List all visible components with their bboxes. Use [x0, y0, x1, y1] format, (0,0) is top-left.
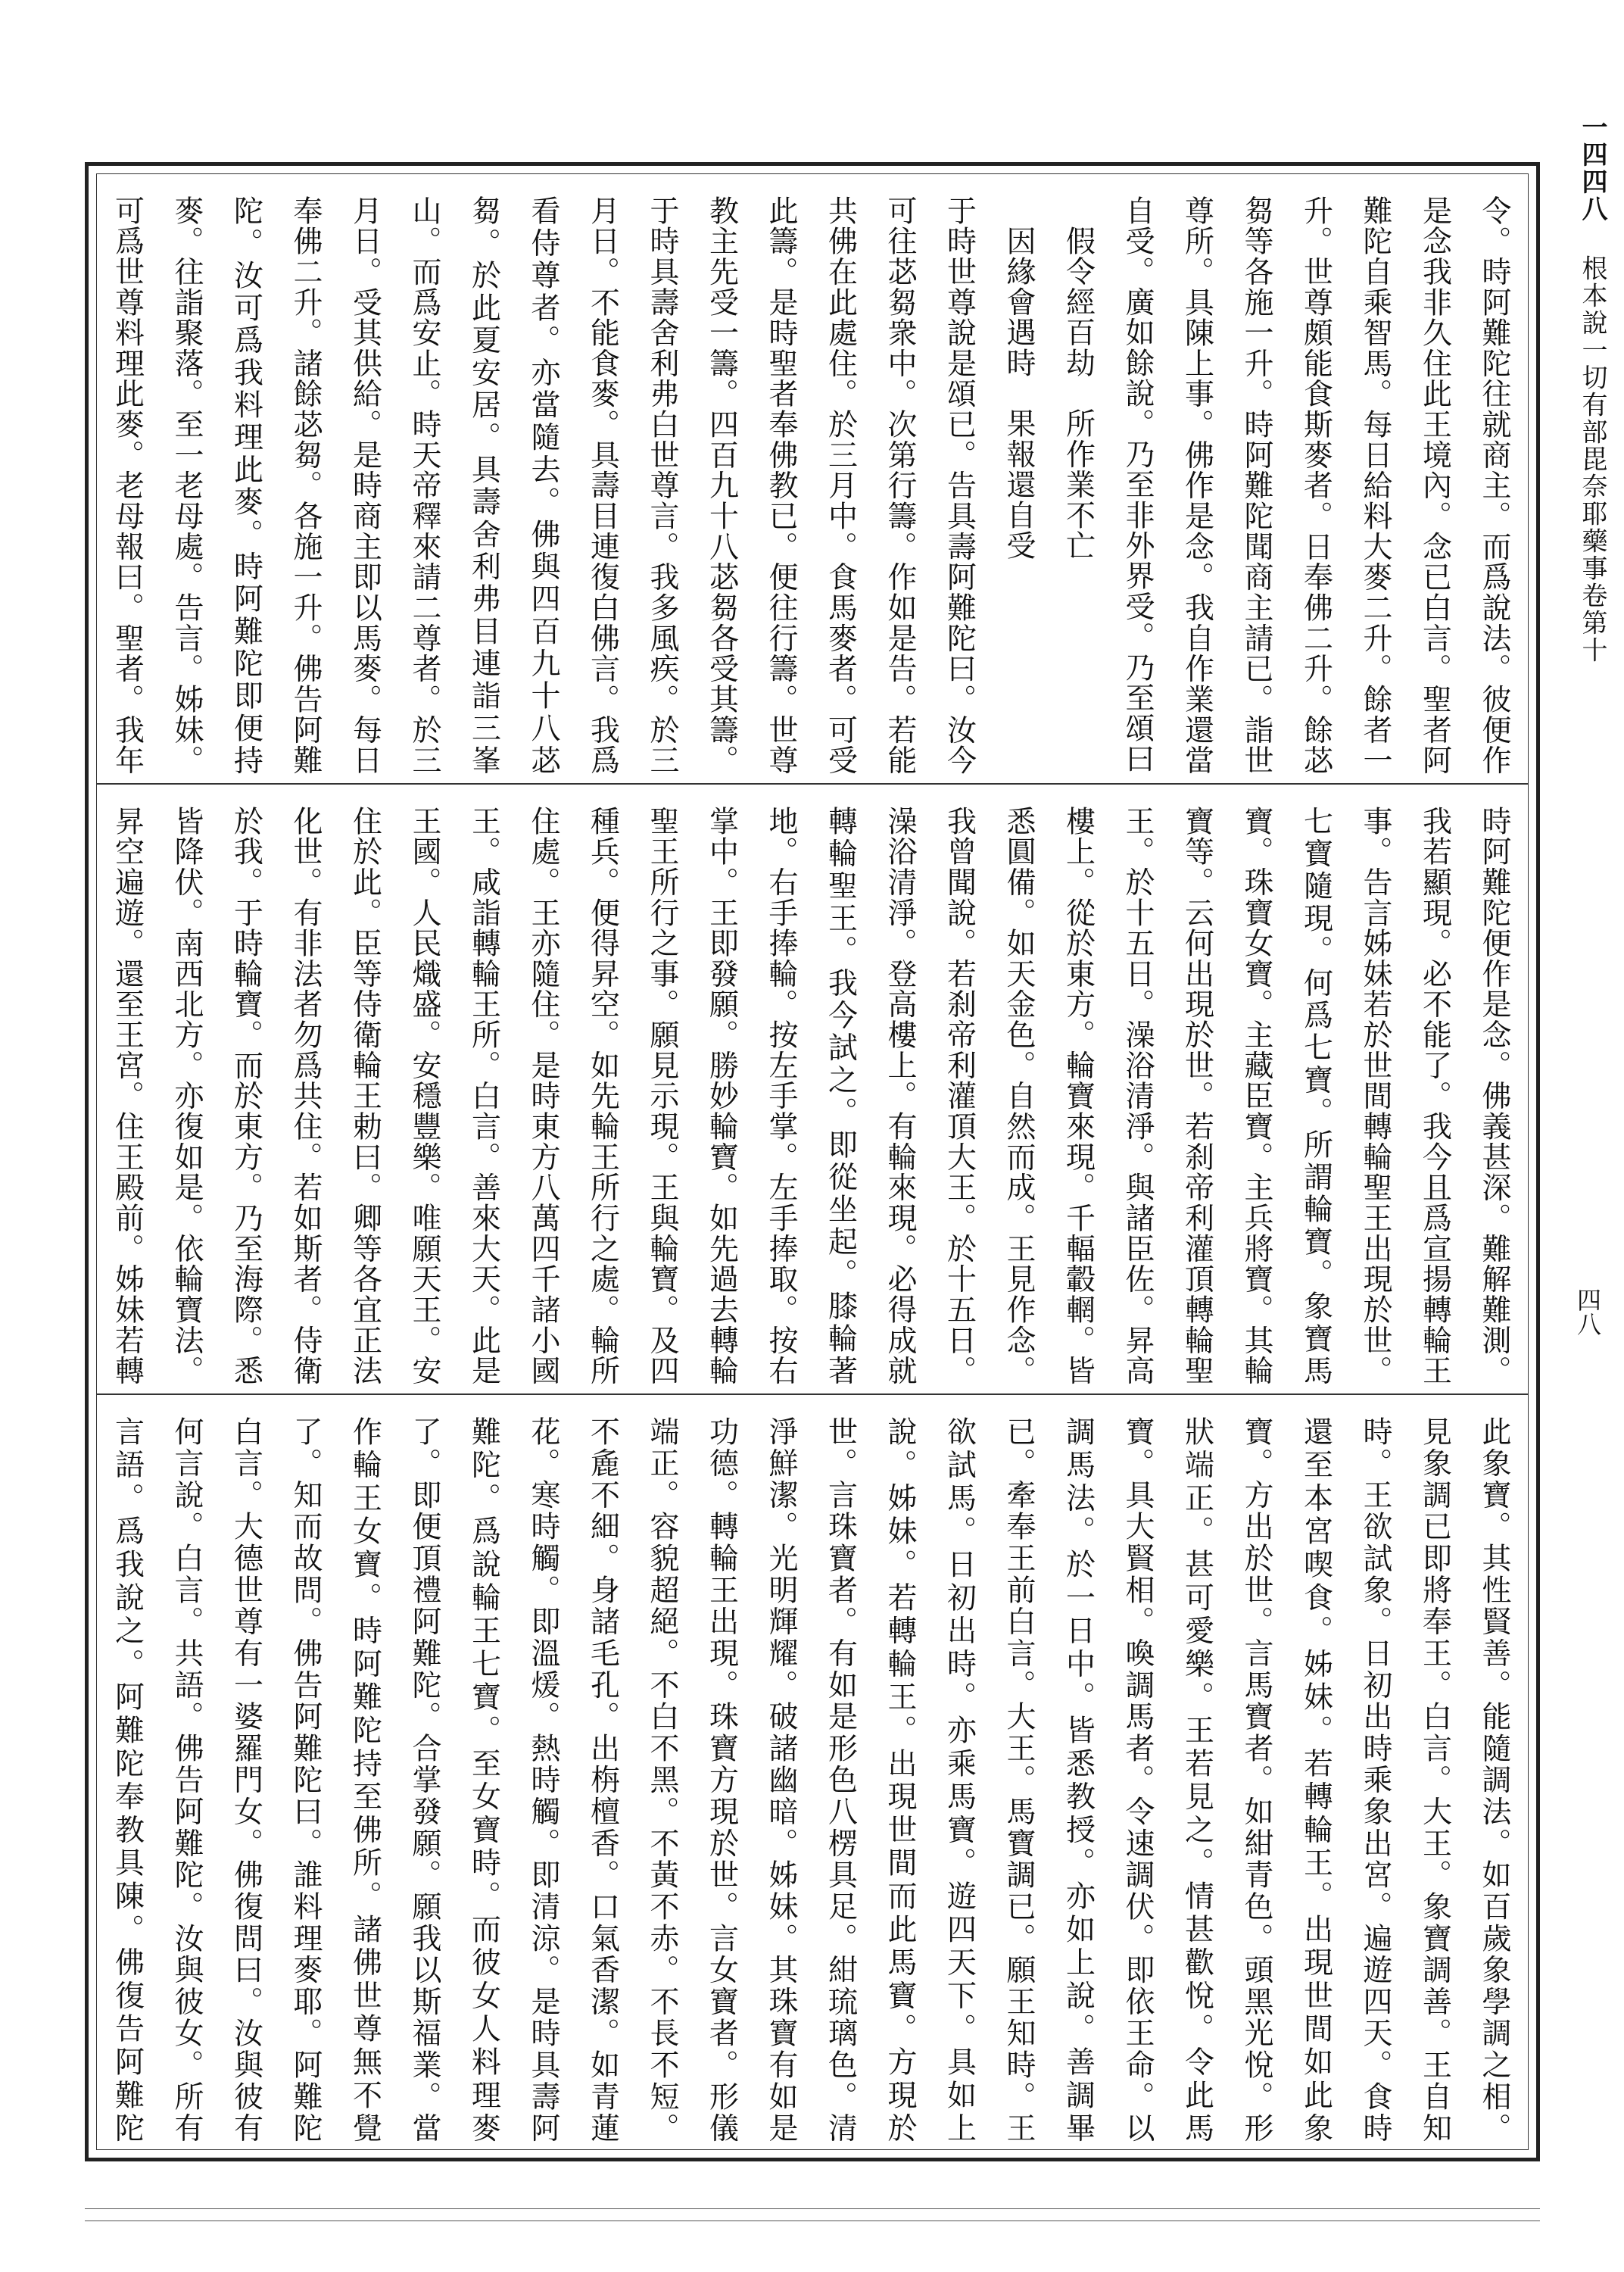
register-bottom	[97, 1395, 1528, 2151]
register-bottom-text: 此象寶。其性賢善。能隨調法。如百歲象學調之相。見象調已即將奉王。白言。大王。象寶調善。王自知時。王欲試象。日初出時乘象出宮。遍遊四天。食時還至本宮喫食。姊妹。若轉輪王。出現世間如此象寶。方出於世。言馬寶者。如紺青色。頭黑光悅。形狀端正。甚可愛樂。王若見之。情甚歡悅。令此馬寶。具大賢相。喚調馬者。令速調伏。即依王命。以調馬法。於一日中。皆悉教授。亦如上說。善調畢已。牽奉王前白言。大王。馬寶調已。願王知時。王欲試馬。日初出時。亦乘馬寶。遊四天下。具如上說。姊妹。若轉輪王。出現世間而此馬寶。方現於世。言珠寶者。有如是形色八楞具足。紺琉璃色。清淨鮮潔。光明輝耀。破諸幽暗。姊妹。其珠寶有如是功德。轉輪王出現。珠寶方現於世。言女寶者。形儀端正。容貌超絕。不白不黑。不黃不赤。不長不短。不麁不細。身諸毛孔。出栴檀香。口氣香潔。如青蓮花。寒時觸。即溫煖。熱時觸。即清涼。是時具壽阿難陀。爲說輪王七寶。至女寶時。而彼女人料理麥了。即便頂禮阿難陀。合掌發願。願我以斯福業。當作輪王女寶。時阿難陀持至佛所。諸佛世尊無不覺了。知而故問。佛告阿難陀曰。誰料理麥耶。阿難陀白言。大德世尊有一婆羅門女。佛復問曰。汝與彼有何言說。白言。共語。佛告阿難陀。汝與彼女。所有言語。爲我說之。阿難陀奉教具陳。佛復告阿難陀	[110, 1416, 1511, 2143]
register-middle	[97, 785, 1528, 1395]
register-top	[97, 174, 1528, 785]
register-top-text: 令。時阿難陀往就商主。而爲說法。彼便作是念我非久住此王境內。念已白言。聖者阿難陀自乘智馬。每日給料大麥二升。餘者一升。世尊頗能食斯麥者。日奉佛二升。餘苾芻等各施一升。時阿難陀聞商主請已。詣世尊所。具陳上事。佛作是念。我自作業還當自受。廣如餘說。乃至非外界受。乃至頌曰 假令經百劫 所作業不亡 因緣會遇時 果報還自受 于時世尊說是頌已。告具壽阿難陀曰。汝今可往苾芻衆中。次第行籌。作如是告。若能共佛在此處住。於三月中。食馬麥者。可受此籌。是時聖者奉佛教已。便往行籌。世尊教主先受一籌。四百九十八苾芻各受其籌。于時具壽舍利弗白世尊言。我多風疾。於三月日。不能食麥。具壽目連復白佛言。我爲看侍尊者。亦當隨去。佛與四百九十八苾芻。於此夏安居。具壽舍利弗目連詣三峯山。而爲安止。時天帝釋來請二尊者。於三月日。受其供給。是時商主即以馬麥。每日奉佛二升。諸餘苾芻。各施一升。佛告阿難陀。汝可爲我料理此麥。時阿難陀即便持麥。往詣聚落。至一老母處。告言。姊妹。可爲世尊料理此麥。老母報曰。聖者。我年	[110, 195, 1511, 776]
bottom-rule	[85, 2208, 1540, 2209]
running-head	[1577, 114, 1607, 795]
text-frame	[85, 162, 1540, 2161]
text-frame-inner	[96, 173, 1529, 2150]
volume-title: 根本說一切有部毘奈耶藥事卷第十	[1577, 254, 1607, 664]
margin-page-number: 四八	[1573, 1287, 1602, 1336]
page-number: 一四四八	[1577, 114, 1607, 223]
register-middle-text: 時阿難陀便作是念。佛義甚深。難解難測。我若顯現。必不能了。我今且爲宣揚轉輪王事。告言姊妹若於世間轉輪聖王出現於世。七寶隨現。何爲七寶。所謂輪寶。象寶馬寶。珠寶女寶。主藏臣寶。主兵將寶。其輪寶等。云何出現於世。若刹帝利灌頂轉輪聖王。於十五日。澡浴清淨。與諸臣佐。昇高樓上。從於東方。輪寶來現。千輻轂輞。皆悉圓備。如天金色。自然而成。王見作念。我曾聞說。若刹帝利灌頂大王。於十五日。澡浴清淨。登高樓上。有輪來現。必得成就轉輪聖王。我今試之。即從坐起。膝輪著地。右手捧輪。按左手掌。左手捧取。按右掌中。王即發願。勝妙輪寶。如先過去轉輪聖王所行之事。願見示現。王與輪寶。及四種兵。便得昇空。如先輪王所行之處。輪所住處。王亦隨住。是時東方八萬四千諸小國王。咸詣轉輪王所。白言。善來大天。此是王國。人民熾盛。安穩豐樂。唯願天王。安住於此。臣等侍衛輪王勅曰。卿等各宜正法化世。有非法者勿爲共住。若如斯者。侍衛於我。于時輪寶。而於東方。乃至海際。悉皆降伏。南西北方。亦復如是。依輪寶法。昇空遍遊。還至王宮。住王殿前。姊妹若轉	[110, 806, 1511, 1386]
